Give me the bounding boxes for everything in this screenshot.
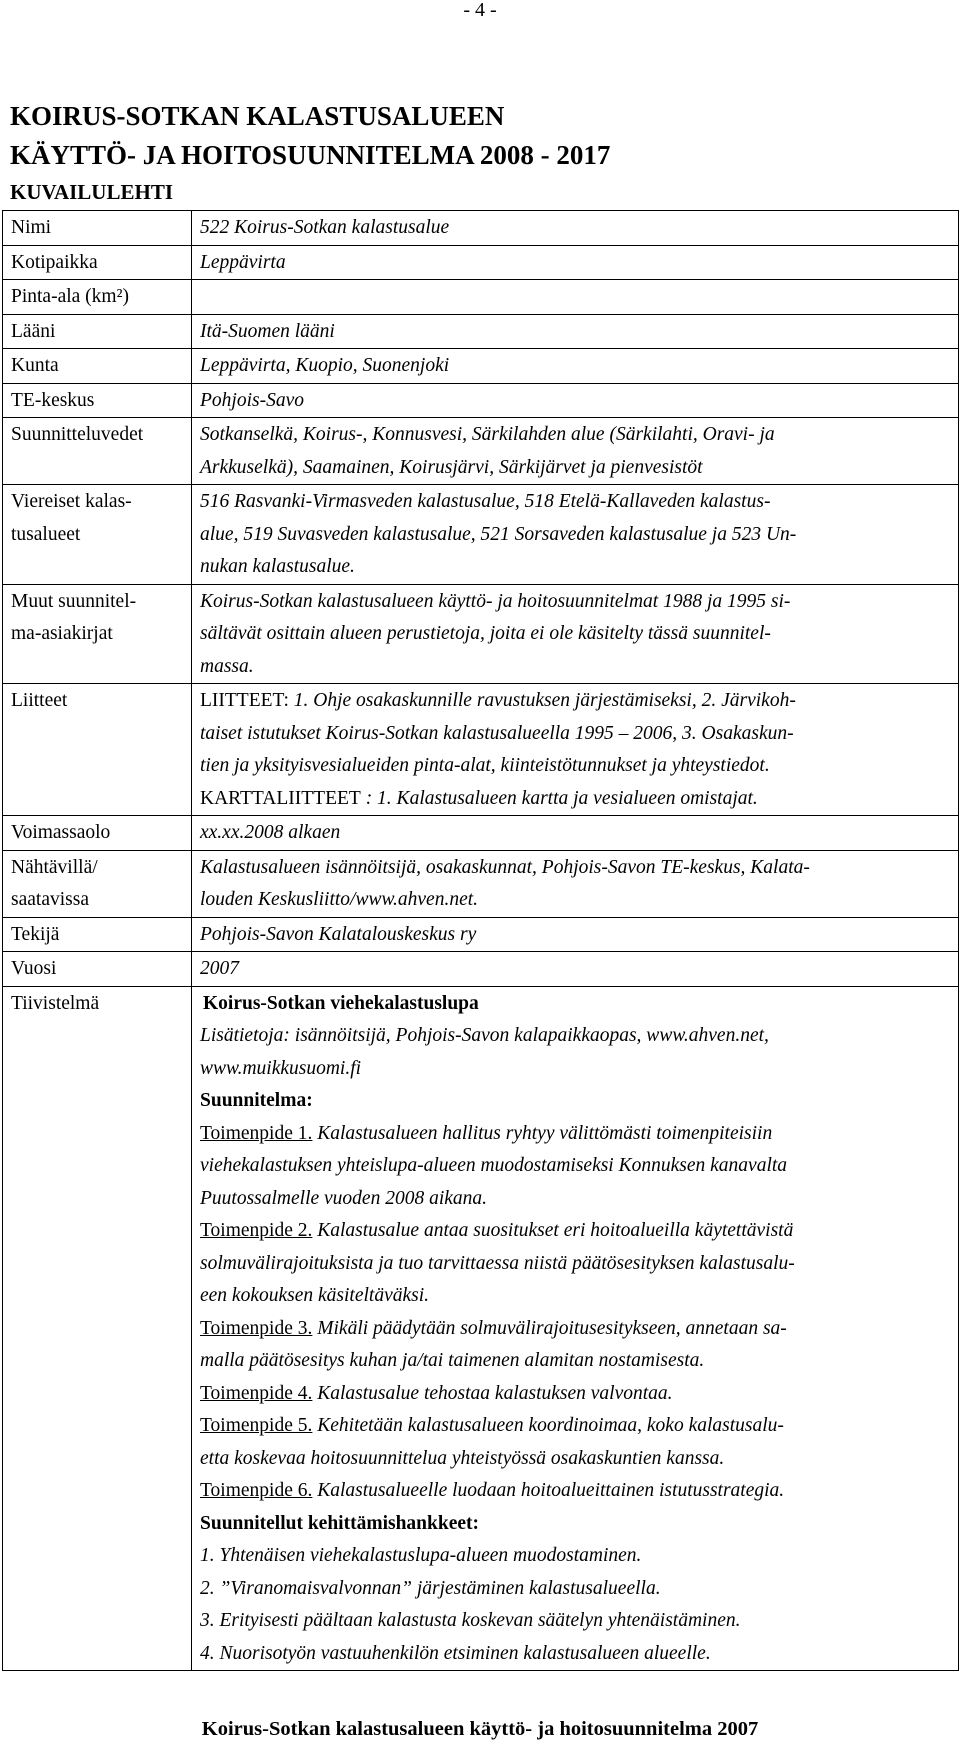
map-attachments-prefix: KARTTALIITTEET	[200, 787, 361, 809]
project-item: 4. Nuorisotyön vastuuhenkilön etsiminen kalastusalueen alueelle.	[200, 1642, 711, 1664]
value-line: nukan kalastusalue.	[200, 556, 355, 577]
table-row	[3, 314, 959, 349]
value-line: sältävät osittain alueen perustietoja, joita ei ole käsitelty tässä suunnitel-	[200, 623, 771, 644]
description-table	[2, 210, 959, 1671]
row-label: Voimassaolo	[3, 816, 192, 851]
measure-line	[200, 1378, 950, 1411]
table-row	[3, 280, 959, 315]
table-row	[3, 485, 959, 585]
row-value: Itä-Suomen lääni	[192, 314, 959, 349]
document-title-line-1: KOIRUS-SOTKAN KALASTUSALUEEN	[10, 101, 505, 131]
table-row	[3, 816, 959, 851]
measure-text: Kehitetään kalastusalueen koordinoimaa, koko kalastusalu-	[312, 1415, 784, 1436]
row-label: Pinta-ala (km²)	[3, 280, 192, 315]
measure-label: Toimenpide 6.	[200, 1480, 313, 1501]
measure-text: Mikäli päädytään solmuvälirajoitusesitykseen, annetaan sa-	[312, 1317, 787, 1339]
document-subtitle: KUVAILULEHTI	[10, 180, 173, 204]
table-row	[3, 418, 959, 485]
row-value	[192, 584, 959, 684]
row-label: Liitteet	[3, 684, 192, 816]
row-value	[192, 684, 959, 816]
row-label: Kunta	[3, 349, 192, 384]
row-value: Leppävirta	[192, 245, 959, 280]
document-title-line-2: KÄYTTÖ- JA HOITOSUUNNITELMA 2008 - 2017	[10, 140, 611, 170]
measure-line	[200, 1313, 950, 1346]
attachments-prefix: LIITTEET:	[200, 690, 289, 711]
measure-text: Kalastusalueen hallitus ryhtyy välittömästi toimenpiteisiin	[312, 1122, 773, 1144]
table-row	[3, 245, 959, 280]
value-line	[200, 685, 950, 718]
value-line: louden Keskusliitto/www.ahven.net.	[200, 889, 479, 910]
projects-heading: Suunnitellut kehittämishankkeet:	[200, 1512, 480, 1534]
table-row	[3, 952, 959, 987]
row-label: Tiivistelmä	[3, 986, 192, 1671]
row-label: Suunnitteluvedet	[3, 418, 192, 485]
row-label	[3, 485, 192, 585]
measure-text: Kalastusalue tehostaa kalastuksen valvontaa.	[312, 1382, 673, 1404]
row-label: Kotipaikka	[3, 245, 192, 280]
measure-line: etta koskevaa hoitosuunnittelua yhteistyössä osakaskuntien kanssa.	[200, 1447, 725, 1469]
project-item: 3. Erityisesti päältaan kalastusta koskevan säätelyn yhtenäistäminen.	[200, 1610, 741, 1631]
row-label: Nimi	[3, 211, 192, 246]
page-footer: Koirus-Sotkan kalastusalueen käyttö- ja hoitosuunnitelma 2007	[201, 1718, 759, 1740]
project-item: 1. Yhtenäisen viehekalastuslupa-alueen muodostaminen.	[200, 1545, 642, 1566]
measure-label: Toimenpide 3.	[200, 1317, 313, 1339]
measure-line	[200, 1410, 950, 1443]
label-line: ma-asiakirjat	[11, 623, 113, 644]
row-label: Tekijä	[3, 917, 192, 952]
label-line: saatavissa	[11, 889, 89, 910]
table-row	[3, 584, 959, 684]
plan-heading: Suunnitelma:	[200, 1090, 313, 1111]
summary-heading: Koirus-Sotkan viehekalastuslupa	[203, 992, 479, 1014]
row-label	[3, 584, 192, 684]
value-line: Arkkuselkä), Saamainen, Koirusjärvi, Särkijärvet ja pienvesistöt	[200, 456, 703, 478]
measure-line	[200, 1475, 950, 1508]
row-label: Vuosi	[3, 952, 192, 987]
measure-text: Kalastusalueelle luodaan hoitoalueittainen istutusstrategia.	[312, 1480, 785, 1501]
label-line: Viereiset kalas-	[11, 491, 132, 512]
value-line: 516 Rasvanki-Virmasveden kalastusalue, 518 Etelä-Kallaveden kalastus-	[200, 491, 771, 512]
label-line: Nähtävillä/	[11, 856, 98, 878]
row-label: Lääni	[3, 314, 192, 349]
value-line: Kalastusalueen isännöitsijä, osakaskunnat, Pohjois-Savon TE-keskus, Kalata-	[200, 856, 810, 878]
measure-line: viehekalastuksen yhteislupa-alueen muodostamiseksi Konnuksen kanavalta	[200, 1155, 788, 1176]
value-line: www.muikkusuomi.fi	[200, 1057, 362, 1079]
table-row	[3, 917, 959, 952]
page-number: - 4 -	[463, 0, 497, 21]
measure-line: Puutossalmelle vuoden 2008 aikana.	[200, 1187, 488, 1209]
row-label: TE-keskus	[3, 383, 192, 418]
row-value: xx.xx.2008 alkaen	[192, 816, 959, 851]
measure-line	[200, 1118, 950, 1151]
summary-value	[192, 986, 959, 1671]
value-text: 1. Ohje osakaskunnille ravustuksen järjestämiseksi, 2. Järvikoh-	[288, 690, 796, 711]
measure-label: Toimenpide 4.	[200, 1382, 313, 1404]
row-value	[192, 485, 959, 585]
table-row	[3, 684, 959, 816]
measure-line: een kokouksen käsiteltäväksi.	[200, 1285, 430, 1306]
project-item: 2. ”Viranomaisvalvonnan” järjestäminen kalastusalueella.	[200, 1577, 661, 1599]
measure-line: malla päätösesitys kuhan ja/tai taimenen alamitan nostamisesta.	[200, 1350, 705, 1371]
value-line: taiset istutukset Koirus-Sotkan kalastusalueella 1995 – 2006, 3. Osakaskun-	[200, 722, 794, 744]
measure-label: Toimenpide 5.	[200, 1415, 313, 1436]
row-value	[192, 850, 959, 917]
table-row	[3, 349, 959, 384]
row-value: Leppävirta, Kuopio, Suonenjoki	[192, 349, 959, 384]
value-line: Lisätietoja: isännöitsijä, Pohjois-Savon kalapaikkaopas, www.ahven.net,	[200, 1025, 769, 1046]
value-line: Sotkanselkä, Koirus-, Konnusvesi, Särkilahden alue (Särkilahti, Oravi- ja	[200, 424, 775, 445]
row-value: Pohjois-Savon Kalatalouskeskus ry	[192, 917, 959, 952]
value-line: alue, 519 Suvasveden kalastusalue, 521 Sorsaveden kalastusalue ja 523 Un-	[200, 523, 797, 545]
measure-line: solmuvälirajoituksista ja tuo tarvittaessa niistä päätösesityksen kalastusalu-	[200, 1252, 795, 1274]
measure-label: Toimenpide 2.	[200, 1220, 313, 1241]
row-value	[192, 280, 959, 315]
label-line: Muut suunnitel-	[11, 590, 137, 612]
measure-line	[200, 1215, 950, 1248]
row-value	[192, 418, 959, 485]
value-line	[200, 783, 950, 816]
value-text: : 1. Kalastusalueen kartta ja vesialueen omistajat.	[360, 787, 758, 809]
value-line: Koirus-Sotkan kalastusalueen käyttö- ja hoitosuunnitelmat 1988 ja 1995 si-	[200, 590, 791, 612]
measure-label: Toimenpide 1.	[200, 1122, 313, 1144]
measure-text: Kalastusalue antaa suositukset eri hoitoalueilla käytettävistä	[312, 1220, 794, 1241]
table-row	[3, 211, 959, 246]
table-row	[3, 986, 959, 1671]
row-label	[3, 850, 192, 917]
table-row	[3, 383, 959, 418]
row-value: 2007	[192, 952, 959, 987]
value-line: tien ja yksityisvesialueiden pinta-alat, kiinteistötunnukset ja yhteystiedot.	[200, 755, 770, 776]
value-line: massa.	[200, 655, 254, 677]
row-value: 522 Koirus-Sotkan kalastusalue	[192, 211, 959, 246]
row-value: Pohjois-Savo	[192, 383, 959, 418]
table-row	[3, 850, 959, 917]
label-line: tusalueet	[11, 523, 81, 545]
